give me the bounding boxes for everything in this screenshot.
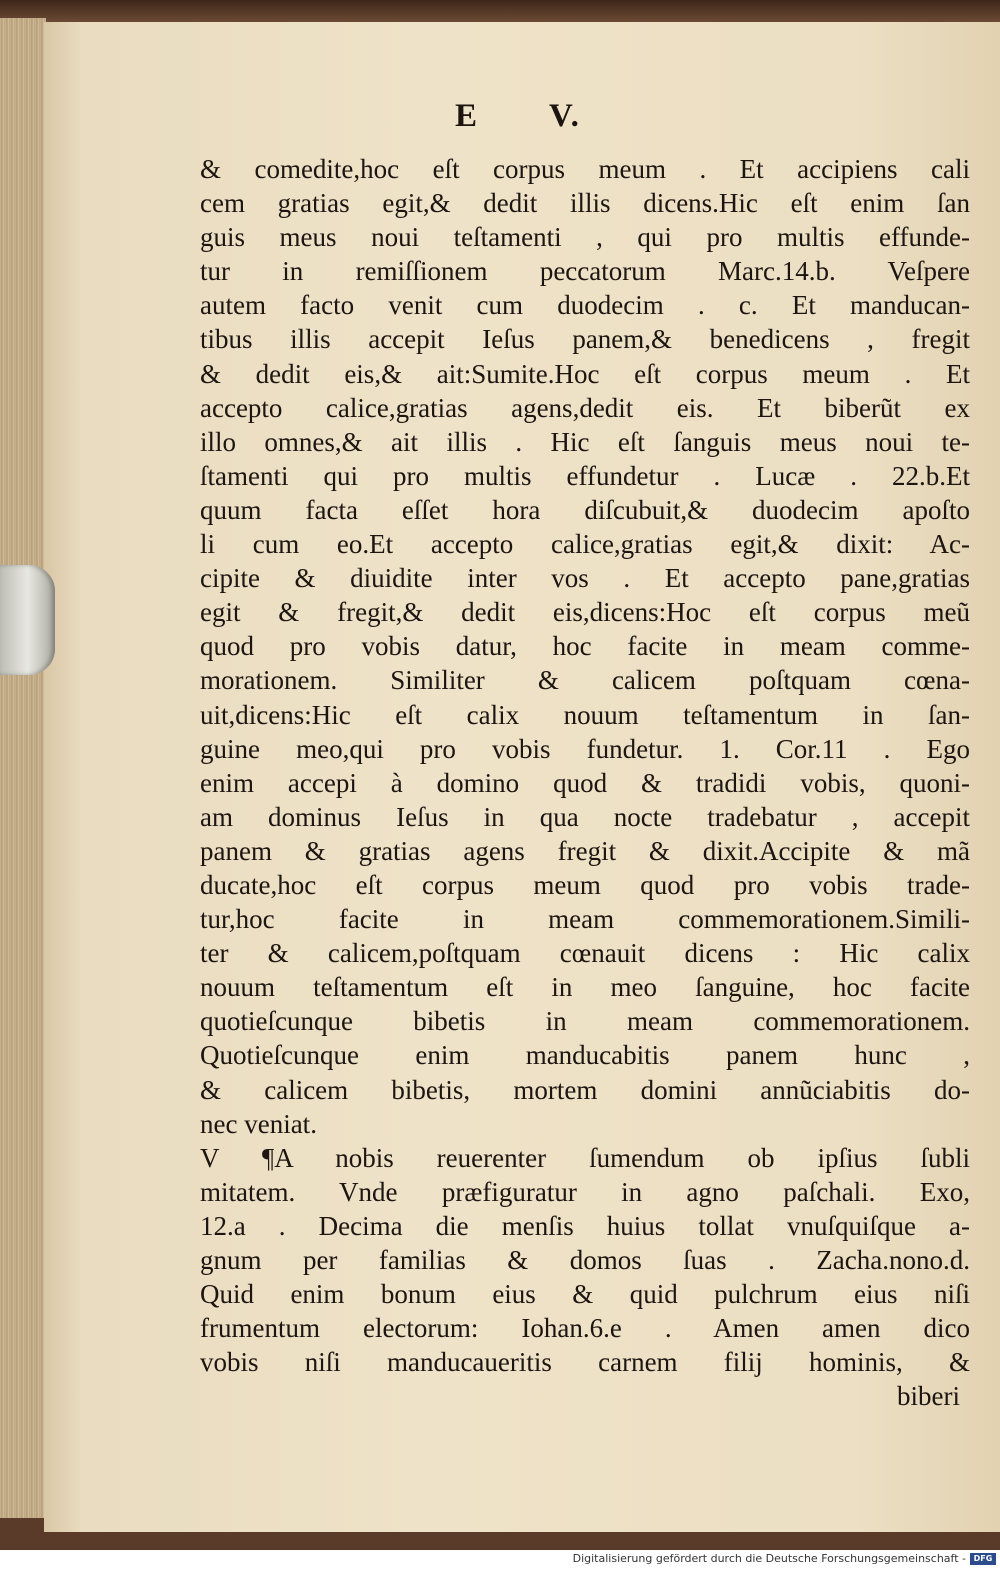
- text-line: vobis niſi manducaueritis carnem filij hominis, &: [200, 1347, 970, 1378]
- text-line: & comedite,hoc eſt corpus meum . Et accipiens cali: [200, 154, 970, 184]
- text-line: tur,hoc facite in meam commemorationem.Simili-: [200, 904, 970, 935]
- book-clasp: [0, 565, 55, 675]
- text-line: morationem. Similiter & calicem poſtquam cœna-: [200, 665, 970, 696]
- text-line: quod pro vobis datur, hoc facite in meam comme-: [200, 631, 970, 662]
- text-line: V ¶A nobis reuerenter ſumendum ob ipſius ſubli: [200, 1142, 970, 1173]
- text-line: Quid enim bonum eius & quid pulchrum eius niſi: [200, 1279, 970, 1310]
- text-line: mitatem. Vnde præfiguratur in agno paſchali. Exo,: [200, 1176, 970, 1207]
- page-header: [455, 98, 581, 135]
- text-line: cem gratias egit,& dedit illis dicens.Hic eſt enim ſan: [200, 188, 970, 219]
- text-line: accepto calice,gratias agens,dedit eis. Et biberũt ex: [200, 392, 970, 423]
- text-line: nec veniat.: [200, 1108, 317, 1139]
- text-line: egit & fregit,& dedit eis,dicens:Hoc eſt corpus meũ: [200, 597, 970, 628]
- text-line: gnum per familias & domos ſuas . Zacha.nono.d.: [200, 1245, 970, 1275]
- text-line: ducate,hoc eſt corpus meum quod pro vobis trade-: [200, 869, 970, 900]
- text-line: am dominus Ieſus in qua nocte tradebatur , accepit: [200, 801, 970, 832]
- text-line: 12.a . Decima die menſis huius tollat vnuſquiſque a-: [200, 1210, 970, 1241]
- text-line: autem facto venit cum duodecim . c. Et manducan-: [200, 290, 970, 321]
- signature-number: V.: [549, 98, 581, 134]
- book-cover-edge: [0, 0, 1000, 22]
- text-line: illo omnes,& ait illis . Hic eſt ſanguis meus noui te-: [200, 426, 970, 457]
- text-line: tibus illis accepit Ieſus panem,& benedicens , fregit: [200, 324, 970, 355]
- text-line: nouum teſtamentum eſt in meo ſanguine, hoc facite: [200, 972, 970, 1003]
- text-line: ſtamenti qui pro multis effundetur . Lucæ . 22.b.Et: [200, 460, 970, 491]
- footer: [0, 1550, 1000, 1569]
- page-edges: [0, 18, 46, 1518]
- signature-letter: E: [455, 98, 480, 134]
- text-line: li cum eo.Et accepto calice,gratias egit,& dixit: Ac-: [200, 529, 970, 560]
- text-line: frumentum electorum: Iohan.6.e . Amen amen dico: [200, 1313, 970, 1344]
- text-line: quotieſcunque bibetis in meam commemorationem.: [200, 1006, 970, 1037]
- text-line: quum facta eſſet hora diſcubuit,& duodecim apoſto: [200, 494, 970, 525]
- text-line: tur in remiſſionem peccatorum Marc.14.b. Veſpere: [200, 256, 970, 287]
- dfg-logo-icon: DFG: [970, 1553, 996, 1565]
- text-line: & calicem bibetis, mortem domini annũciabitis do-: [200, 1074, 970, 1105]
- text-line: & dedit eis,& ait:Sumite.Hoc eſt corpus meum . Et: [200, 358, 970, 389]
- text-line: ter & calicem,poſtquam cœnauit dicens : Hic calix: [200, 938, 970, 969]
- text-line: guine meo,qui pro vobis fundetur. 1. Cor.11 . Ego: [200, 733, 970, 764]
- funding-credit: Digitalisierung gefördert durch die Deutsche Forschungsgemeinschaft -: [572, 1552, 966, 1565]
- page-text: [200, 152, 970, 1413]
- text-line: panem & gratias agens fregit & dixit.Accipite & mã: [200, 835, 970, 866]
- text-line: uit,dicens:Hic eſt calix nouum teſtamentum in ſan-: [200, 699, 970, 730]
- text-line: cipite & diuidite inter vos . Et accepto pane,gratias: [200, 563, 970, 594]
- text-line: Quotieſcunque enim manducabitis panem hunc ,: [200, 1040, 970, 1071]
- catchword: biberi: [897, 1381, 960, 1412]
- text-line: enim accepi à domino quod & tradidi vobis, quoni-: [200, 767, 970, 798]
- text-line: guis meus noui teſtamenti , qui pro multis effunde-: [200, 222, 970, 253]
